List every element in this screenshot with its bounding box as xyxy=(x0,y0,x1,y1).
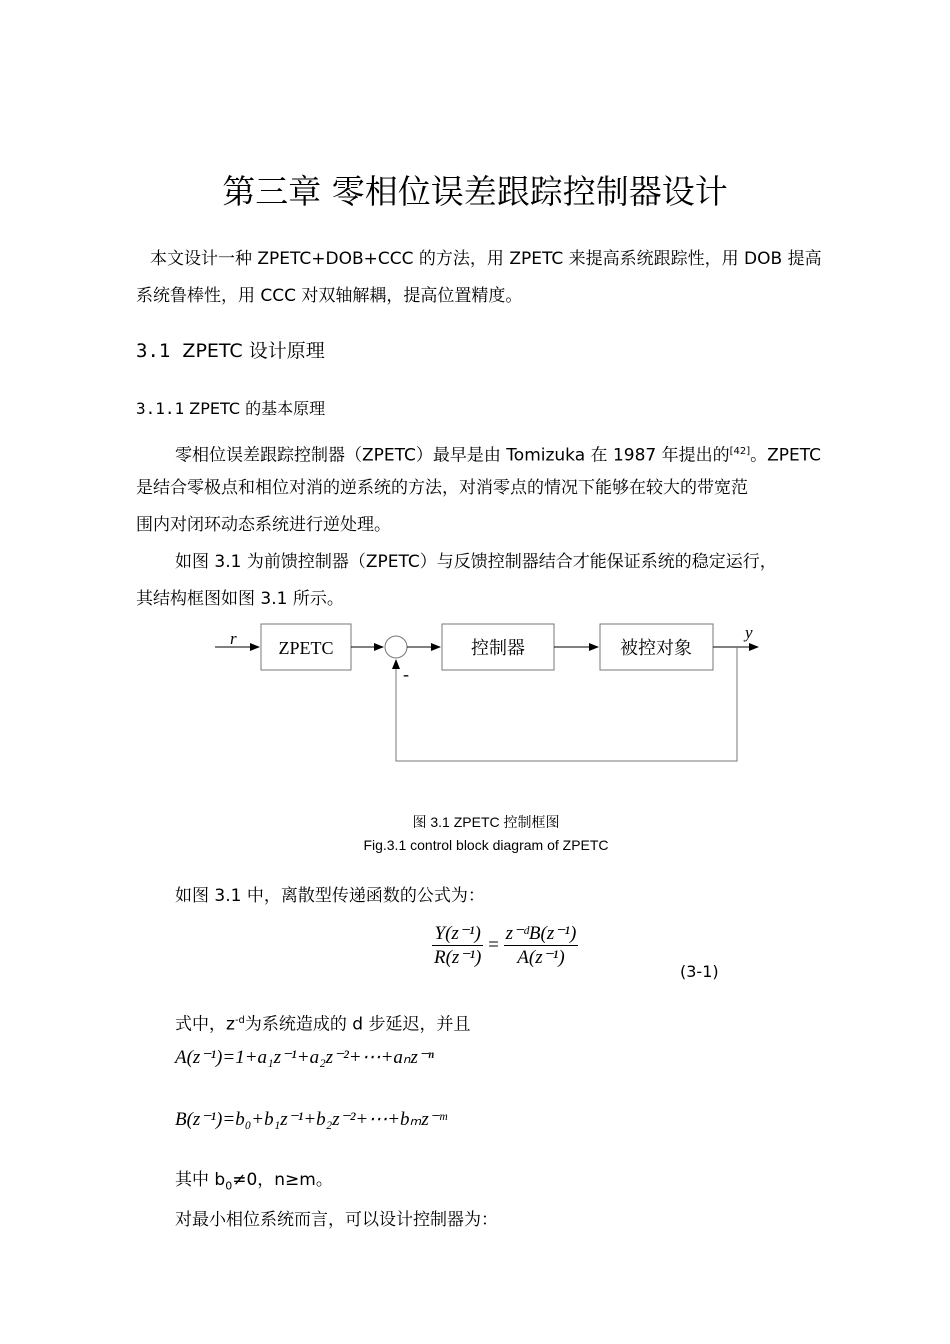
para3: 如图 3.1 中，离散型传递函数的公式为： xyxy=(175,886,485,906)
eq-rhs-numerator: z⁻ᵈB(z⁻¹) xyxy=(505,923,577,944)
para5-text-tail: ≠0，n≥m。 xyxy=(232,1170,333,1190)
para5-subscript: 0 xyxy=(225,1179,233,1193)
figure-caption-cn: 图 3.1 ZPETC 控制框图 xyxy=(412,814,560,830)
citation-ref[interactable]: [42] xyxy=(729,446,751,457)
plant-block-label: 被控对象 xyxy=(620,638,692,658)
eq-lhs-denominator: R(z⁻¹) xyxy=(434,947,482,968)
para4-superscript: -d xyxy=(234,1015,245,1026)
para4-text-tail: 为系统造成的 d 步延迟，并且 xyxy=(244,1014,471,1035)
subsection-heading-3-1-1 xyxy=(136,396,325,419)
equation-3-1 xyxy=(432,922,578,969)
intro-line-1: 本文设计一种 ZPETC+DOB+CCC 的方法，用 ZPETC 来提高系统跟踪性，用 DOB 提高 xyxy=(150,249,822,269)
para1-line-1 xyxy=(175,433,821,475)
para5-text: 其中 b xyxy=(175,1170,226,1190)
control-block-diagram xyxy=(0,615,950,775)
para5 xyxy=(175,1162,333,1204)
eq-lhs-numerator: Y(z⁻¹) xyxy=(432,922,483,946)
para1-text: 零相位误差跟踪控制器（ZPETC）最早是由 Tomizuka 在 1987 年提出的 xyxy=(175,445,730,466)
para2-line-2: 其结构框图如图 3.1 所示。 xyxy=(136,589,344,609)
equation-B: B(z⁻¹)=b₀+b₁z⁻¹+b₂z⁻²+⋯+bₘz⁻ᵐ xyxy=(175,1109,447,1130)
controller-block-label: 控制器 xyxy=(471,638,525,658)
subsection-number: 3.1.1 xyxy=(136,399,185,418)
subsection-title: ZPETC 的基本原理 xyxy=(189,399,326,418)
eq-equals: = xyxy=(488,934,499,956)
para1-text-tail: 。ZPETC xyxy=(750,445,822,466)
para2-line-1: 如图 3.1 为前馈控制器（ZPETC）与反馈控制器结合才能保证系统的稳定运行， xyxy=(175,552,777,572)
section-number: 3.1 xyxy=(136,340,171,362)
summing-junction xyxy=(385,636,407,658)
para6: 对最小相位系统而言，可以设计控制器为： xyxy=(175,1210,498,1230)
para4 xyxy=(175,1002,471,1044)
equation-A: A(z⁻¹)=1+a₁z⁻¹+a₂z⁻²+⋯+aₙz⁻ⁿ xyxy=(175,1047,434,1068)
para1-line-3: 围内对闭环动态系统进行逆处理。 xyxy=(136,515,391,535)
equation-number: (3-1) xyxy=(680,962,719,981)
input-label-r: r xyxy=(230,629,237,648)
zpetc-block-label: ZPETC xyxy=(278,638,334,658)
figure-caption-en: Fig.3.1 control block diagram of ZPETC xyxy=(363,837,609,853)
chapter-title: 第三章 零相位误差跟踪控制器设计 xyxy=(222,172,728,211)
minus-sign: - xyxy=(403,664,409,684)
para4-text: 式中，z xyxy=(175,1014,235,1035)
section-heading-3-1 xyxy=(136,336,325,363)
section-title: ZPETC 设计原理 xyxy=(182,340,325,362)
intro-line-2: 系统鲁棒性，用 CCC 对双轴解耦，提高位置精度。 xyxy=(136,286,523,306)
output-label-y: y xyxy=(745,623,753,642)
para1-line-2: 是结合零极点和相位对消的逆系统的方法，对消零点的情况下能够在较大的带宽范 xyxy=(136,478,748,498)
eq-rhs-denominator: A(z⁻¹) xyxy=(517,947,565,968)
